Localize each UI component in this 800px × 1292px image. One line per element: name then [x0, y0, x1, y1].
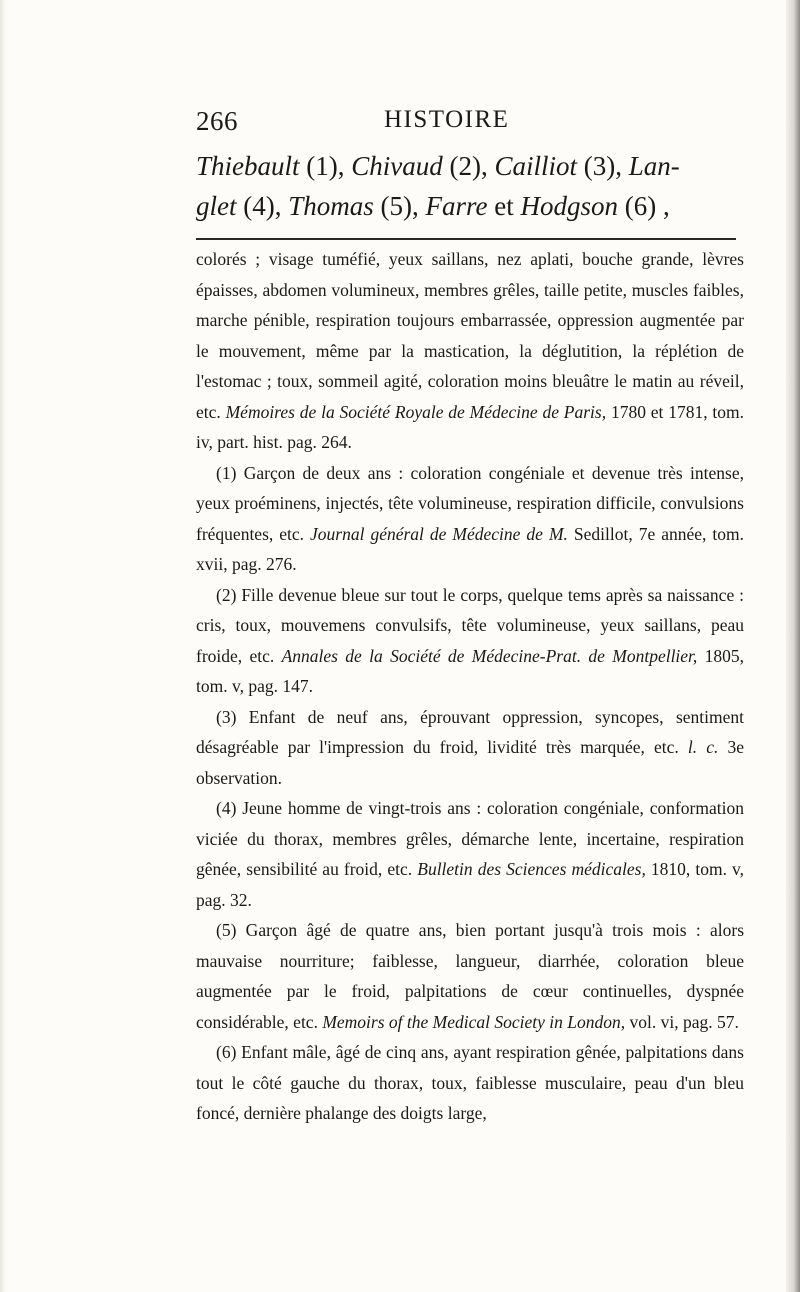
footnote-source: Bulletin des Sciences médicales, — [417, 859, 646, 879]
footnote-source: Mémoires de la Société Royale de Médecine de Paris, — [225, 401, 607, 422]
footnote-source: Annales de la Société de Médecine-Prat. de Montpellier, — [281, 645, 698, 666]
footnote-text: (2) Fille devenue bleue sur tout le corps, quelque tems après sa naissance : cris, toux, mouvemens convulsifs, tête volumineuse, yeux saillans, peau froide, etc. — [196, 584, 744, 666]
footnote-tail: 1780 et 1781, tom. iv, part. hist. pag. 264. — [196, 401, 745, 452]
footnote-source: l. c. — [687, 737, 719, 757]
authors-line — [196, 146, 756, 226]
footnote-tail: 3e observation. — [196, 737, 744, 788]
page-left-edge — [0, 0, 6, 1292]
footnote-ref: (5), — [380, 191, 419, 221]
footnote-text: (1) Garçon de deux ans : coloration congéniale et devenue très intense, yeux proéminens, injectés, tête volumineuse, respiration difficile, convulsions fréquentes, etc. — [196, 462, 744, 544]
author-name: glet — [196, 191, 237, 221]
page-right-edge-shadow — [786, 0, 800, 1292]
author-name: Chivaud — [351, 151, 443, 181]
author-name: Lan- — [628, 151, 680, 181]
author-name: Thomas — [288, 191, 374, 221]
footnote-text: (3) Enfant de neuf ans, éprouvant oppression, syncopes, sentiment désagréable par l'impression du froid, lividité très marquée, etc. — [196, 706, 744, 757]
footnote-source: Memoirs of the Medical Society in London, — [322, 1011, 626, 1032]
footnote-text: (5) Garçon âgé de quatre ans, bien portant jusqu'à trois mois : alors mauvaise nourriture; faiblesse, langueur, diarrhée, coloration bleue augmentée par le froid, palpitations de cœur continuelles, dyspnée considérable, etc. — [196, 920, 744, 1032]
footnote-text: (4) Jeune homme de vingt-trois ans : coloration congéniale, conformation viciée du thorax, membres grêles, démarche lente, incertaine, respiration gênée, sensibilité au froid, etc. — [196, 798, 744, 879]
footnote-continuation — [196, 244, 744, 458]
footnote-2 — [196, 580, 744, 702]
footnote-text: colorés ; visage tuméfié, yeux saillans, nez aplati, bouche grande, lèvres épaisses, abdomen volumineux, membres grêles, taille petite, muscles faibles, marche pénible, respiration toujours embarrassée, oppression augmentée par le mouvement, même par la mastication, la déglutition, la réplétion de l'estomac ; toux, sommeil agité, coloration moins bleuâtre le matin au réveil, etc. — [196, 249, 744, 422]
conjunction: et — [494, 191, 514, 221]
footnote-tail: vol. vi, pag. 57. — [629, 1011, 739, 1032]
author-name: Thiebault — [196, 151, 300, 181]
footnote-ref: (4), — [243, 191, 282, 221]
footnote-4 — [196, 793, 744, 915]
footnote-ref: (1), — [306, 151, 345, 181]
footnote-ref: (2), — [449, 151, 488, 181]
footnote-source: Journal général de Médecine de M. — [310, 523, 568, 544]
footnote-tail: 1805, tom. v, pag. 147. — [196, 645, 745, 696]
footnote-6 — [196, 1037, 744, 1129]
footnote-text: (6) Enfant mâle, âgé de cinq ans, ayant respiration gênée, palpitations dans tout le côté gauche du thorax, toux, faiblesse musculaire, peau d'un bleu foncé, dernière phalange des doigts large, — [196, 1042, 744, 1123]
page-number: 266 — [196, 106, 238, 136]
author-name: Cailliot — [494, 151, 578, 181]
author-name: Farre — [425, 191, 488, 221]
running-title: HISTOIRE — [384, 106, 510, 133]
footnote-ref: (6) , — [624, 191, 670, 221]
footnote-ref: (3), — [583, 151, 622, 181]
footnote-3 — [196, 702, 744, 794]
footnotes — [196, 244, 744, 1129]
footnote-separator — [196, 238, 736, 240]
footnote-5 — [196, 915, 744, 1037]
footnote-tail: Sedillot, 7e année, tom. xvii, pag. 276. — [196, 523, 745, 574]
page-header — [196, 106, 736, 146]
footnote-1 — [196, 458, 744, 580]
author-name: Hodgson — [520, 191, 619, 221]
footnote-tail: 1810, tom. v, pag. 32. — [196, 859, 745, 910]
